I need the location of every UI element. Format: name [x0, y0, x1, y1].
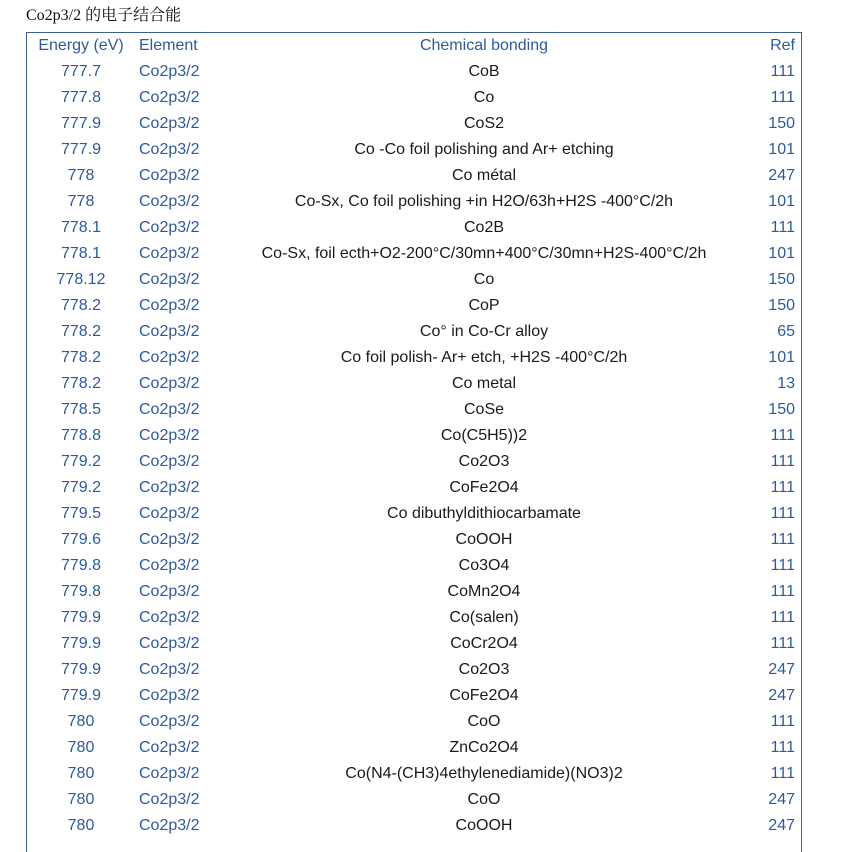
table-row: [27, 345, 801, 371]
cell-chemical-bonding: CoFe2O4: [449, 687, 519, 704]
binding-energy-table: [27, 33, 801, 839]
cell-element: Co2p3/2: [139, 115, 200, 132]
cell-element: Co2p3/2: [139, 219, 200, 236]
cell-chemical-bonding: Co-Sx, Co foil polishing +in H2O/63h+H2S -400°C/2h: [294, 193, 674, 210]
table-body: [27, 59, 801, 839]
table-row: [27, 813, 801, 839]
cell-ref: 111: [770, 89, 795, 106]
cell-ref: 150: [768, 271, 795, 288]
cell-ref: 111: [770, 219, 795, 236]
document-title: Co2p3/2 的电子结合能: [26, 7, 182, 24]
cell-chemical-bonding: CoP: [468, 297, 500, 314]
cell-ref: 111: [770, 583, 795, 600]
cell-element: Co2p3/2: [139, 817, 200, 834]
cell-ref: 101: [768, 245, 795, 262]
header-ref: Ref: [749, 33, 801, 59]
cell-chemical-bonding: Co métal: [451, 167, 517, 184]
cell-energy: 780: [67, 765, 95, 782]
cell-energy: 779.2: [60, 453, 102, 470]
cell-element: Co2p3/2: [139, 193, 200, 210]
cell-energy: 778.5: [60, 401, 102, 418]
cell-ref: 111: [770, 713, 795, 730]
cell-energy: 778: [67, 193, 95, 210]
cell-chemical-bonding: CoSe: [463, 401, 505, 418]
cell-energy: 778.2: [60, 297, 102, 314]
cell-element: Co2p3/2: [139, 791, 200, 808]
cell-ref: 150: [768, 115, 795, 132]
cell-ref: 65: [777, 323, 795, 340]
table-row: [27, 189, 801, 215]
cell-chemical-bonding: CoOOH: [455, 531, 513, 548]
cell-energy: 780: [67, 713, 95, 730]
cell-energy: 779.9: [60, 635, 102, 652]
table-row: [27, 85, 801, 111]
cell-chemical-bonding: Co2B: [463, 219, 505, 236]
cell-element: Co2p3/2: [139, 401, 200, 418]
header-element: Element: [135, 33, 219, 59]
cell-energy: 779.8: [60, 583, 102, 600]
cell-element: Co2p3/2: [139, 583, 200, 600]
table-row: [27, 553, 801, 579]
cell-chemical-bonding: Co2O3: [458, 661, 510, 678]
cell-energy: 778.2: [60, 349, 102, 366]
cell-ref: 150: [768, 297, 795, 314]
table-row: [27, 163, 801, 189]
cell-ref: 13: [777, 375, 795, 392]
xps-table-frame: [26, 32, 802, 852]
cell-element: Co2p3/2: [139, 635, 200, 652]
cell-chemical-bonding: CoMn2O4: [447, 583, 521, 600]
cell-ref: 111: [770, 739, 795, 756]
table-row: [27, 735, 801, 761]
cell-energy: 779.5: [60, 505, 102, 522]
table-row: [27, 475, 801, 501]
cell-energy: 777.7: [60, 63, 102, 80]
cell-ref: 150: [768, 401, 795, 418]
header-chemical-bonding: Chemical bonding: [219, 33, 749, 59]
table-row: [27, 423, 801, 449]
table-row: [27, 709, 801, 735]
table-row: [27, 683, 801, 709]
cell-element: Co2p3/2: [139, 349, 200, 366]
cell-energy: 779.9: [60, 609, 102, 626]
table-row: [27, 761, 801, 787]
cell-ref: 247: [768, 687, 795, 704]
table-row: [27, 397, 801, 423]
cell-chemical-bonding: Co-Sx, foil ecth+O2-200°C/30mn+400°C/30mn+H2S-400°C/2h: [261, 245, 707, 262]
cell-element: Co2p3/2: [139, 297, 200, 314]
table-row: [27, 111, 801, 137]
cell-energy: 780: [67, 817, 95, 834]
table-row: [27, 605, 801, 631]
cell-chemical-bonding: Co: [473, 271, 495, 288]
cell-chemical-bonding: Co3O4: [458, 557, 510, 574]
cell-chemical-bonding: CoB: [468, 63, 500, 80]
table-row: [27, 579, 801, 605]
cell-chemical-bonding: CoO: [467, 791, 501, 808]
cell-element: Co2p3/2: [139, 245, 200, 262]
cell-element: Co2p3/2: [139, 609, 200, 626]
cell-ref: 111: [770, 479, 795, 496]
table-row: [27, 319, 801, 345]
cell-chemical-bonding: Co2O3: [458, 453, 510, 470]
cell-chemical-bonding: Co -Co foil polishing and Ar+ etching: [354, 141, 614, 158]
cell-element: Co2p3/2: [139, 141, 200, 158]
cell-energy: 778.1: [60, 219, 102, 236]
table-row: [27, 631, 801, 657]
cell-energy: 778.8: [60, 427, 102, 444]
cell-element: Co2p3/2: [139, 167, 200, 184]
cell-element: Co2p3/2: [139, 323, 200, 340]
table-row: [27, 59, 801, 85]
cell-element: Co2p3/2: [139, 687, 200, 704]
cell-energy: 780: [67, 791, 95, 808]
cell-energy: 777.8: [60, 89, 102, 106]
cell-chemical-bonding: CoO: [467, 713, 501, 730]
cell-energy: 779.8: [60, 557, 102, 574]
table-row: [27, 371, 801, 397]
cell-chemical-bonding: Co° in Co-Cr alloy: [419, 323, 549, 340]
cell-element: Co2p3/2: [139, 479, 200, 496]
cell-chemical-bonding: ZnCo2O4: [449, 739, 519, 756]
cell-element: Co2p3/2: [139, 765, 200, 782]
cell-chemical-bonding: CoOOH: [455, 817, 513, 834]
table-row: [27, 267, 801, 293]
cell-element: Co2p3/2: [139, 713, 200, 730]
cell-element: Co2p3/2: [139, 505, 200, 522]
cell-ref: 101: [768, 193, 795, 210]
cell-ref: 111: [770, 531, 795, 548]
cell-element: Co2p3/2: [139, 63, 200, 80]
cell-element: Co2p3/2: [139, 739, 200, 756]
header-energy: Energy (eV): [27, 33, 135, 59]
cell-element: Co2p3/2: [139, 557, 200, 574]
cell-energy: 779.9: [60, 687, 102, 704]
cell-ref: 111: [770, 609, 795, 626]
cell-energy: 778.2: [60, 323, 102, 340]
table-row: [27, 787, 801, 813]
cell-energy: 778: [67, 167, 95, 184]
cell-ref: 247: [768, 661, 795, 678]
cell-energy: 779.6: [60, 531, 102, 548]
cell-element: Co2p3/2: [139, 89, 200, 106]
cell-energy: 780: [67, 739, 95, 756]
cell-ref: 111: [770, 63, 795, 80]
cell-chemical-bonding: CoS2: [463, 115, 505, 132]
cell-energy: 778.12: [56, 271, 106, 288]
cell-energy: 779.2: [60, 479, 102, 496]
table-row: [27, 137, 801, 163]
cell-energy: 778.1: [60, 245, 102, 262]
cell-ref: 247: [768, 167, 795, 184]
cell-energy: 777.9: [60, 141, 102, 158]
cell-element: Co2p3/2: [139, 453, 200, 470]
cell-chemical-bonding: Co foil polish- Ar+ etch, +H2S -400°C/2h: [340, 349, 628, 366]
cell-chemical-bonding: Co(N4-(CH3)4ethylenediamide)(NO3)2: [345, 765, 623, 782]
cell-energy: 778.2: [60, 375, 102, 392]
table-row: [27, 657, 801, 683]
cell-chemical-bonding: Co(C5H5))2: [440, 427, 528, 444]
table-row: [27, 527, 801, 553]
cell-ref: 101: [768, 349, 795, 366]
cell-ref: 111: [770, 453, 795, 470]
table-row: [27, 241, 801, 267]
cell-ref: 111: [770, 427, 795, 444]
cell-chemical-bonding: Co: [473, 89, 495, 106]
cell-energy: 779.9: [60, 661, 102, 678]
cell-ref: 111: [770, 765, 795, 782]
table-header-row: [27, 33, 801, 59]
cell-element: Co2p3/2: [139, 531, 200, 548]
cell-ref: 101: [768, 141, 795, 158]
cell-ref: 111: [770, 635, 795, 652]
cell-ref: 111: [770, 557, 795, 574]
cell-chemical-bonding: CoCr2O4: [450, 635, 518, 652]
cell-chemical-bonding: CoFe2O4: [449, 479, 519, 496]
cell-ref: 111: [770, 505, 795, 522]
cell-ref: 247: [768, 791, 795, 808]
cell-chemical-bonding: Co metal: [451, 375, 517, 392]
cell-energy: 777.9: [60, 115, 102, 132]
cell-element: Co2p3/2: [139, 661, 200, 678]
table-row: [27, 215, 801, 241]
cell-element: Co2p3/2: [139, 271, 200, 288]
table-row: [27, 501, 801, 527]
table-row: [27, 449, 801, 475]
cell-chemical-bonding: Co dibuthyldithiocarbamate: [387, 505, 581, 522]
table-row: [27, 293, 801, 319]
cell-chemical-bonding: Co(salen): [449, 609, 519, 626]
cell-element: Co2p3/2: [139, 375, 200, 392]
cell-element: Co2p3/2: [139, 427, 200, 444]
cell-ref: 247: [768, 817, 795, 834]
